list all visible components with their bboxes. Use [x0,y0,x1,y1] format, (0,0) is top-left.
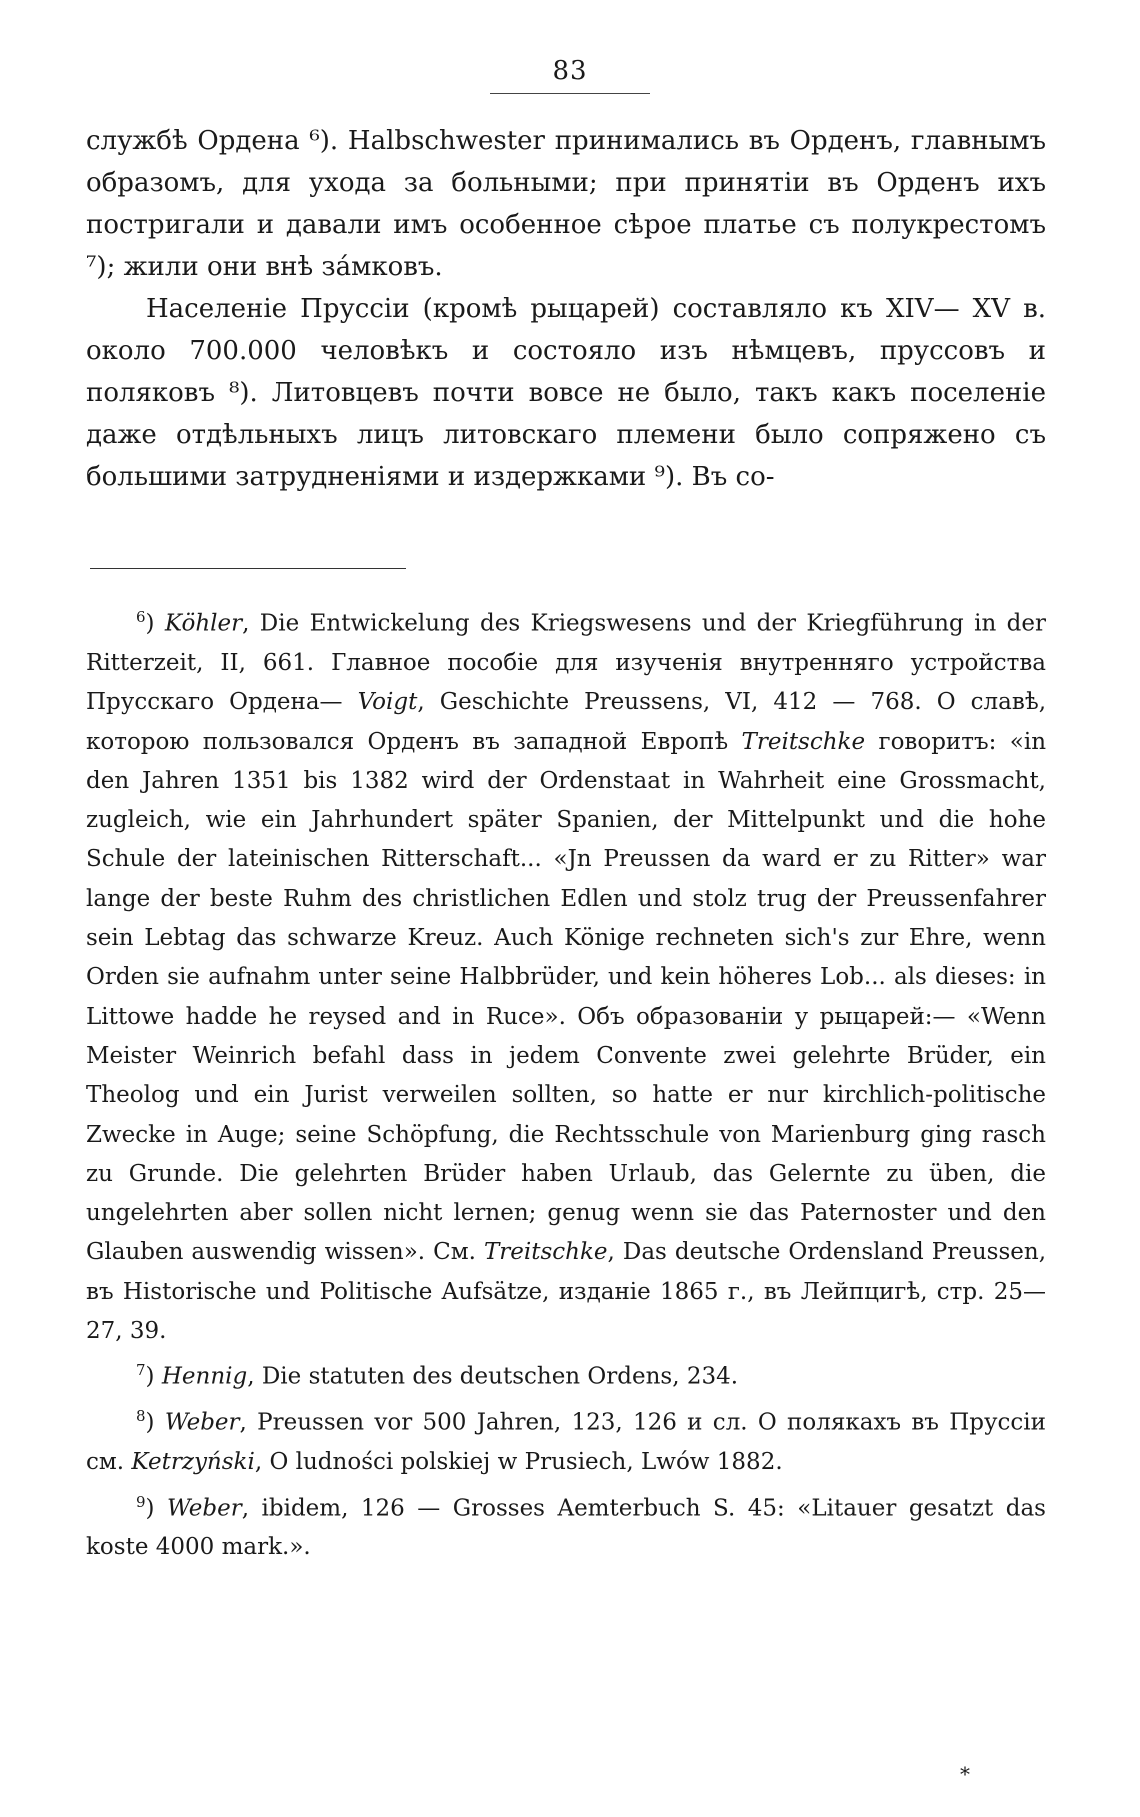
bottom-asterisk: * [960,1762,970,1786]
main-paragraph-2: Населеніе Пруссіи (кромѣ рыцарей) составляло къ XIV— XV в. около 700.000 человѣкъ и состояло изъ нѣмцевъ, пруссовъ и поляковъ ⁸). Литовцевъ почти вовсе не было, такъ какъ поселеніе даже отдѣльныхъ лицъ литовскаго племени было сопряжено съ большими затрудненіями и издержками ⁹). Въ со- [86,294,1046,492]
footnote-text: O ludności polskiej w Prusiech, Lwów 1882. [269,1449,783,1476]
author: Köhler [164,610,243,637]
author: Weber [167,1495,242,1522]
footnote-text: ibidem, 126 — Grosses Aemterbuch S. 45: «Litauer gesatzt das koste 4000 mark.». [86,1495,1046,1561]
footnote-text: Das deutsche Ordensland Preussen, въ Historische und Politische Aufsätze, изданіе 1865 г., въ Лейпцигѣ, стр. 25—27, 39. [86,1239,1047,1344]
footnote-9: $^9$) Weber, ibidem, 126 — Grosses Aemterbuch S. 45: «Litauer gesatzt das koste 4000 mark.». [86,1492,1046,1561]
page-number-rule [490,93,650,94]
footnote-marker: 8 [136,1407,146,1426]
main-text [86,120,1046,498]
page-number: 83 [552,56,588,86]
footnotes [86,598,1046,1568]
footnote-6: $^6$) Köhler, Die Entwickelung des Kriegswesens und der Kriegführung in der Ritterzeit, II, 661. Главное пособіе для изученія внутренняго устройства Прусскаго Ордена— Voigt, Geschichte Preussens, VI, 412 — 768. О славѣ, которою пользовался Орденъ въ западной Европѣ Treitschke говоритъ: «in den Jahren 1351 bis 1382 wird der Ordenstaat in Wahrheit eine Grossmacht, zugleich, wie ein Jahrhundert später Spanien, der Mittelpunkt und die hohe Schule der lateinischen Ritterschaft... «Jn Preussen da ward er zu Ritter» war lange der beste Ruhm des christlichen Edlen und stolz trug der Preussenfahrer sein Lebtag das schwarze Kreuz. Auch Könige rechneten sich's zur Ehre, wenn Orden sie aufnahm unter seine Halbbrüder, und kein höheres Lob... als dieses: in Littowe hadde he reysed and in Ruce». Объ образованіи у рыцарей:— «Wenn Meister Weinrich befahl dass in jedem Convente zwei gelehrte Brüder, ein Theolog und ein Jurist verweilen sollten, so hatte er nur kirchlich-politische Zwecke in Auge; seine Schöpfung, die Rechtsschule von Marienburg ging rasch zu Grunde. Die gelehrten Brüder haben Urlaub, das Gelernte zu üben, die ungelehrten aber sollen nicht lernen; genug wenn sie das Paternoster und den Glauben auswendig wissen». См. Treitschke, Das deutsche Ordensland Preussen, въ Historische und Politische Aufsätze, изданіе 1865 г., въ Лейпцигѣ, стр. 25—27, 39. [86,608,1047,1344]
footnote-rule [90,568,406,569]
author: Ketrzyński [131,1449,255,1476]
footnote-7: $^7$) Hennig, Die statuten des deutschen Ordens, 234. [136,1361,739,1390]
author: Weber [164,1409,240,1436]
footnote-text: говоритъ: «in den Jahren 1351 bis 1382 wird der Ordenstaat in Wahrheit eine Grossmacht, zugleich, wie ein Jahrhundert später Spanien, der Mittelpunkt und die hohe Schule der lateinischen Ritterschaft... «Jn Preussen da ward er zu Ritter» war lange der beste Ruhm des christlichen Edlen und stolz trug der Preussenfahrer sein Lebtag das schwarze Kreuz. Auch Könige rechneten sich's zur Ehre, wenn Orden sie aufnahm unter seine Halbbrüder, und kein höheres Lob... als dieses: in Littowe hadde he reysed and in Ruce». Объ образованіи у рыцарей:— «Wenn Meister Weinrich befahl dass in jedem Convente zwei gelehrte Brüder, ein Theolog und ein Jurist verweilen sollten, so hatte er nur kirchlich-politische Zwecke in Auge; seine Schöpfung, die Rechtsschule von Marienburg ging rasch zu Grunde. Die gelehrten Brüder haben Urlaub, das Gelernte zu üben, die ungelehrten aber sollen nicht lernen; genug wenn sie das Paternoster und den Glauben auswendig wissen». См. [86,728,1047,1266]
author: Voigt [357,689,418,716]
footnote-marker: 9 [136,1492,146,1511]
main-paragraph-1: службѣ Ордена ⁶). Halbschwester принимались въ Орденъ, главнымъ образомъ, для ухода за больными; при принятіи въ Орденъ ихъ постригали и давали имъ особенное сѣрое платье съ полукрестомъ ⁷); жили они внѣ за́мковъ. [86,126,1046,282]
footnote-text: Preussen vor 500 Jahren, 123, 126 и сл. О полякахъ въ Пруссіи см. [86,1409,1046,1476]
footnote-text: Die Entwickelung des Kriegswesens und der Kriegführung in der Ritterzeit, II, 661. Главное пособіе для изученія внутренняго устройства Прусскаго Ордена— [86,610,1046,716]
footnote-marker: 7 [136,1361,146,1380]
footnote-text: Geschichte Preussens, VI, 412 — 768. О славѣ, которою пользовался Орденъ въ западной Европѣ [86,689,1047,755]
author: Hennig [161,1363,248,1390]
author: Treitschke [483,1239,608,1266]
footnote-8: $^8$) Weber, Preussen vor 500 Jahren, 123, 126 и сл. О полякахъ въ Пруссіи см. Ketrzyński, O ludności polskiej w Prusiech, Lwów 1882. [86,1407,1046,1476]
author: Treitschke [741,728,866,755]
footnote-text: Die statuten des deutschen Ordens, 234. [261,1363,739,1390]
footnote-marker: 6 [136,608,146,626]
